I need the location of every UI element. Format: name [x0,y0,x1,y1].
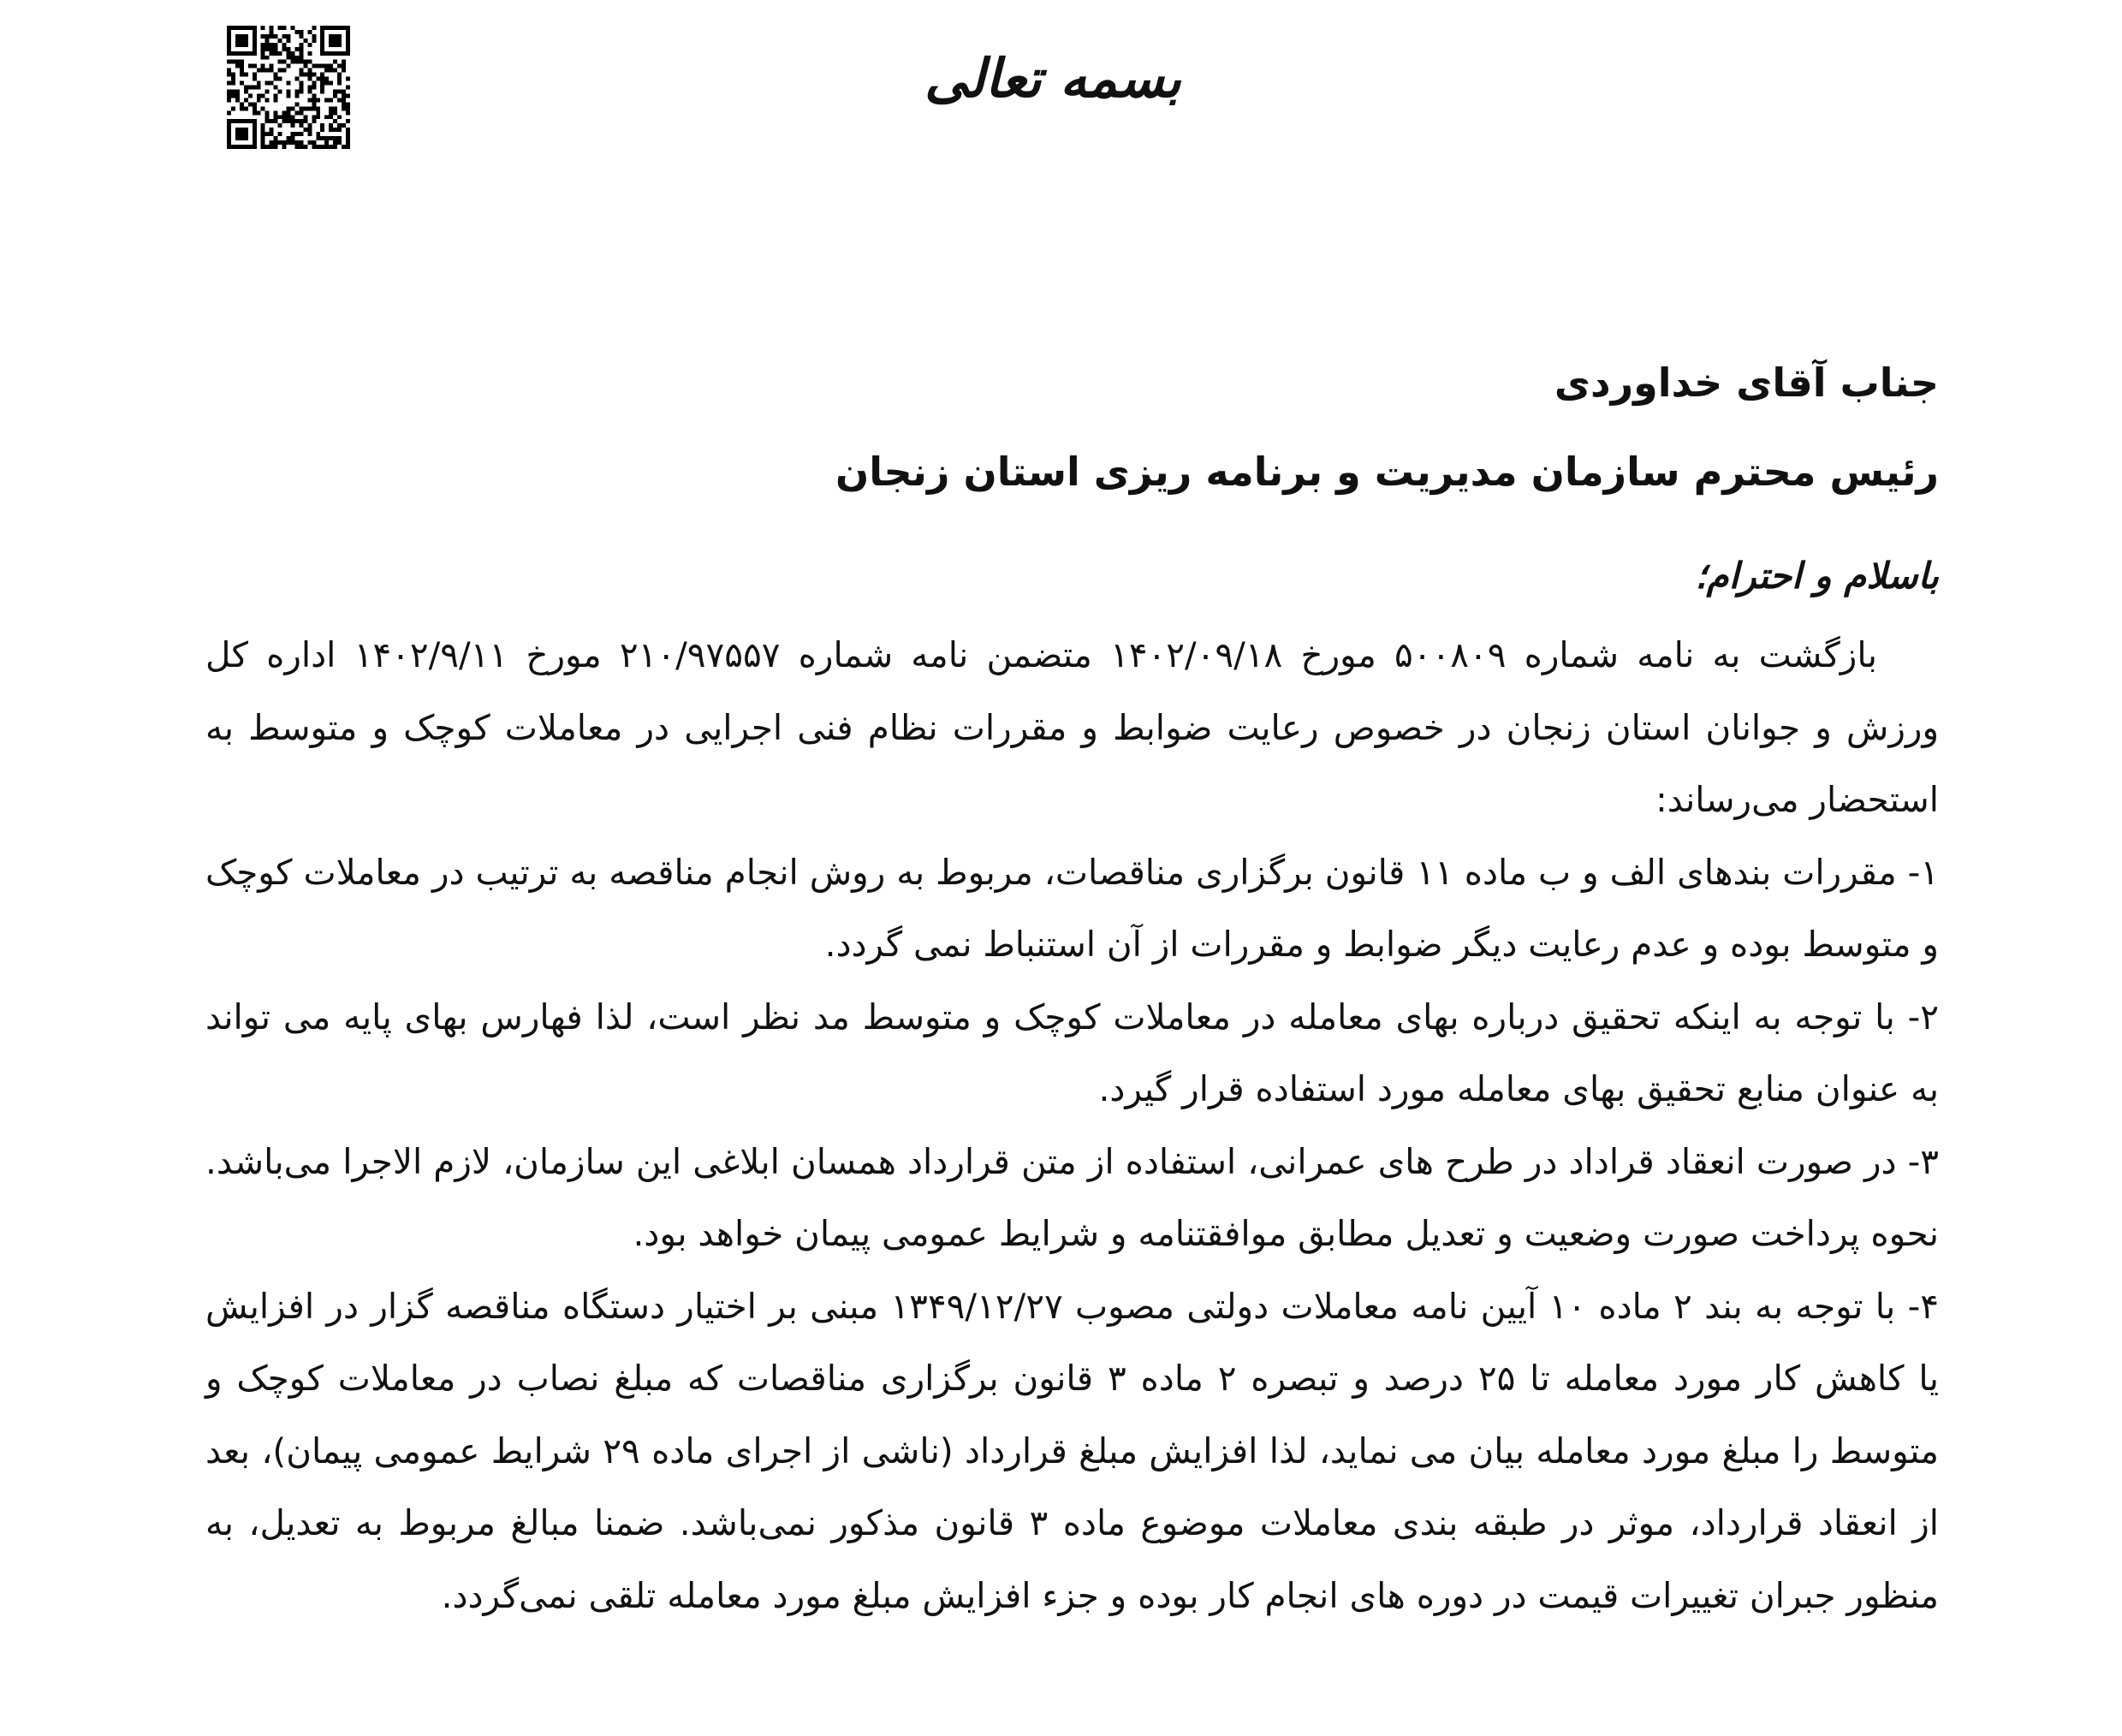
recipient-title: رئیس محترم سازمان مدیریت و برنامه ریزی استان زنجان [835,449,1939,495]
invocation-heading: بسمه تعالی [924,47,1181,110]
greeting: باسلام و احترام؛ [1695,555,1939,597]
recipient-name: جناب آقای خداوردی [1554,360,1939,406]
qr-code-icon [227,26,350,149]
item-4-paragraph: ۴- با توجه به بند ۲ ماده ۱۰ آیین نامه معاملات دولتی مصوب ۱۳۴۹/۱۲/۲۷ مبنی بر اختیار دستگاه مناقصه گزار در افزایش یا کاهش کار مورد معامله تا ۲۵ درصد و تبصره ۲ ماده ۳ قانون برگزاری مناقصات که مبلغ نصاب در معاملات کوچک و متوسط را مبلغ مورد معامله بیان می نماید، لذا افزایش مبلغ قرارداد (ناشی از اجرای ماده ۲۹ شرایط عمومی پیمان)، بعد از انعقاد قرارداد، موثر در طبقه بندی معاملات موضوع ماده ۳ قانون مذکور نمی‌باشد. ضمنا مبالغ مربوط به تعدیل، به منظور جبران تغییرات قیمت در دوره های انجام کار بوده و جزء افزایش مبلغ مورد معامله تلقی نمی‌گردد. [205,1285,1940,1616]
item-1-paragraph: ۱- مقررات بندهای الف و ب ماده ۱۱ قانون برگزاری مناقصات، مربوط به روش انجام مناقصه به ترتیب در معاملات کوچک و متوسط بوده و عدم رعایت دیگر ضوابط و مقررات از آن استنباط نمی گردد. [205,851,1939,965]
item-3-paragraph: ۳- در صورت انعقاد قراداد در طرح های عمرانی، استفاده از متن قرارداد همسان ابلاغی این سازمان، لازم الاجرا می‌باشد. نحوه پرداخت صورت وضعیت و تعدیل مطابق موافقتنامه و شرایط عمومی پیمان خواهد بود. [205,1140,1939,1254]
letter-body [205,338,1939,1632]
intro-paragraph: بازگشت به نامه شماره ۵۰۰۸۰۹ مورخ ۱۴۰۲/۰۹/۱۸ متضمن نامه شماره ۲۱۰/۹۷۵۵۷ مورخ ۱۴۰۲/۹/۱۱ اداره کل ورزش و جوانان استان زنجان در خصوص رعایت ضوابط و مقررات نظام فنی اجرایی در معاملات کوچک و متوسط به استحضار می‌رساند: [205,634,1939,820]
item-2-paragraph: ۲- با توجه به اینکه تحقیق درباره بهای معامله در معاملات کوچک و متوسط مد نظر است، لذا فهارس بهای پایه می تواند به عنوان منابع تحقیق بهای معامله مورد استفاده قرار گیرد. [205,996,1939,1109]
